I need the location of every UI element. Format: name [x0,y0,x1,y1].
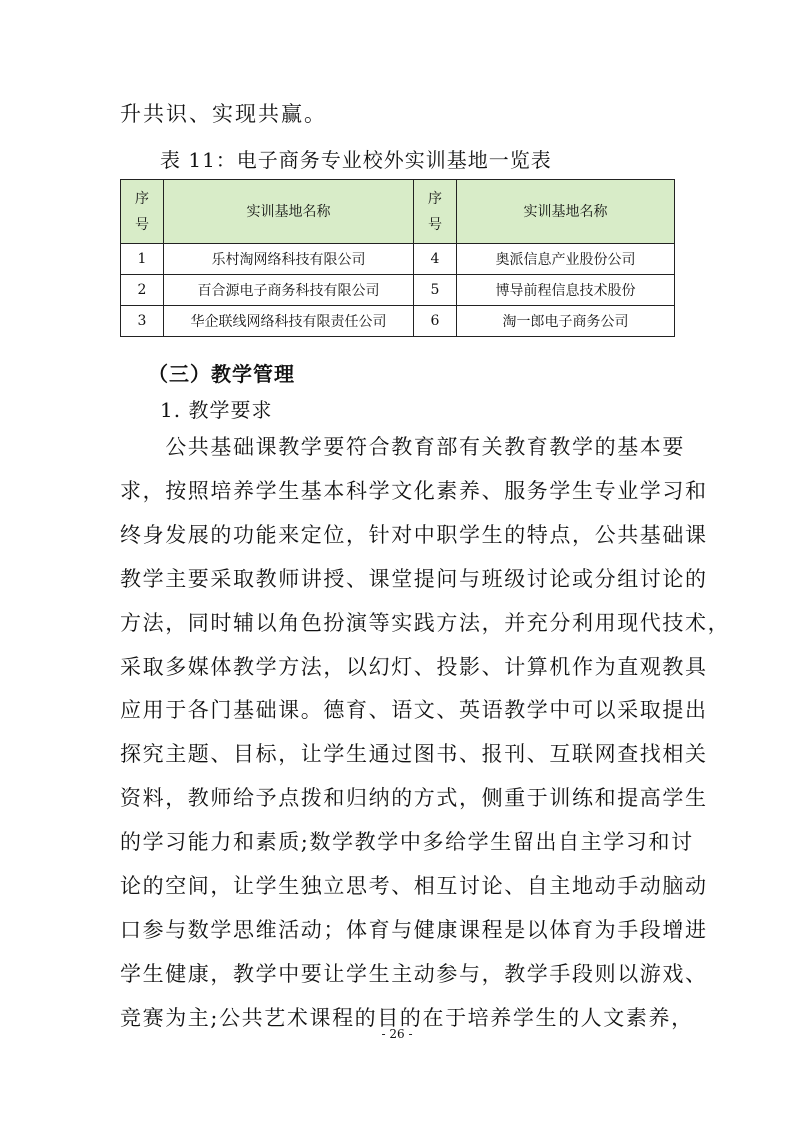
row-no: 2 [121,275,164,306]
row-no: 6 [414,306,457,337]
paragraph-line: 公共基础课教学要符合教育部有关教育教学的基本要 [120,435,685,459]
paragraph-line: 采取多媒体教学方法，以幻灯、投影、计算机作为直观教具 [120,655,708,679]
intro-line: 升共识、实现共赢。 [120,102,327,126]
section-heading: （三）教学管理 [148,362,295,386]
header-name-2: 实训基地名称 [457,180,675,244]
page-number: - 26 - [381,1027,413,1041]
header-no-bottom: 号 [428,216,442,233]
paragraph-line: 求，按照培养学生基本科学文化素养、服务学生专业学习和 [120,479,708,503]
header-no-1 [121,180,164,244]
row-base-name: 华企联线网络科技有限责任公司 [164,306,414,337]
table-row [121,306,675,337]
header-name-1: 实训基地名称 [164,180,414,244]
row-no: 4 [414,244,457,275]
paragraph-line: 论的空间，让学生独立思考、相互讨论、自主地动手动脑动 [120,874,708,898]
row-no: 5 [414,275,457,306]
training-base-table [120,179,675,337]
table-row [121,275,675,306]
row-no: 1 [121,244,164,275]
row-base-name: 博导前程信息技术股份 [457,275,675,306]
header-no-top: 序 [428,190,442,207]
paragraph-line: 口参与数学思维活动；体育与健康课程是以体育为手段增进 [120,918,708,942]
table-caption: 表 11：电子商务专业校外实训基地一览表 [160,148,552,172]
row-base-name: 乐村淘网络科技有限公司 [164,244,414,275]
paragraph-line: 的学习能力和素质;数学教学中多给学生留出自主学习和讨 [120,830,694,854]
paragraph-line: 教学主要采取教师讲授、课堂提问与班级讨论或分组讨论的 [120,567,708,591]
paragraph-line: 资料，教师给予点拨和归纳的方式，侧重于训练和提高学生 [120,786,708,810]
subsection-heading: 1. 教学要求 [160,398,273,422]
header-no-bottom: 号 [135,216,149,233]
table-header-row [121,180,675,244]
table-row [121,244,675,275]
paragraph-line: 方法，同时辅以角色扮演等实践方法，并充分利用现代技术， [120,611,731,635]
row-base-name: 百合源电子商务科技有限公司 [164,275,414,306]
paragraph-line: 学生健康，教学中要让学生主动参与，教学手段则以游戏、 [120,962,708,986]
row-no: 3 [121,306,164,337]
paragraph-line: 探究主题、目标，让学生通过图书、报刊、互联网查找相关 [120,742,708,766]
header-no-top: 序 [135,190,149,207]
row-base-name: 淘一郎电子商务公司 [457,306,675,337]
paragraph-line: 应用于各门基础课。德育、语文、英语教学中可以采取提出 [120,698,708,722]
header-no-2 [414,180,457,244]
paragraph-line: 终身发展的功能来定位，针对中职学生的特点，公共基础课 [120,523,708,547]
row-base-name: 奥派信息产业股份公司 [457,244,675,275]
paragraph-line: 竞赛为主;公共艺术课程的目的在于培养学生的人文素养， [120,1006,694,1030]
